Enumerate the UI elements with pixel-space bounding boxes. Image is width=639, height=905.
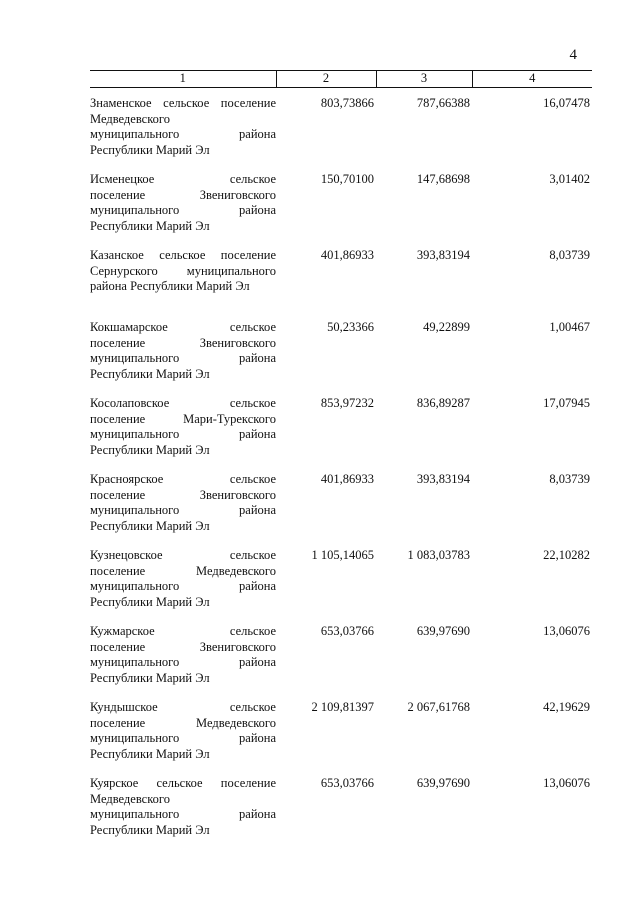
settlement-name-cell: [90, 320, 276, 396]
value-cell-col2: 150,70100: [320, 172, 374, 186]
settlement-name-line: Республики Марий Эл: [90, 442, 210, 457]
value-cell-col4: 22,10282: [543, 548, 590, 562]
settlement-name-line: Республики Марий Эл: [90, 366, 210, 381]
settlement-name-cell: [90, 88, 276, 173]
settlement-name-line: муниципального района: [90, 807, 276, 821]
value-cell-col4: 16,07478: [543, 96, 590, 110]
table-row: [90, 700, 592, 776]
settlement-name-cell: [90, 248, 276, 320]
settlement-name-line: Кокшамарское сельское: [90, 320, 276, 334]
value-cell-col2: 653,03766: [320, 776, 374, 790]
settlement-name-line: Республики Марий Эл: [90, 594, 210, 609]
settlement-name-line: Красноярское сельское: [90, 472, 276, 486]
table-header: [90, 71, 592, 88]
settlement-name-cell: [90, 172, 276, 248]
settlement-name-line: поселение Звениговского: [90, 487, 276, 502]
value-cell-col2: 401,86933: [320, 248, 374, 262]
settlement-name-line: Медведевского: [90, 791, 170, 806]
settlement-name-cell: [90, 776, 276, 852]
value-cell-col4: 17,07945: [543, 396, 590, 410]
settlement-name-line: поселение Звениговского: [90, 639, 276, 654]
table-row: [90, 624, 592, 700]
value-cell-col4: 3,01402: [549, 172, 590, 186]
value-cell-col3: 639,97690: [416, 776, 470, 790]
settlement-name-line: Кузнецовское сельское: [90, 548, 276, 562]
value-cell-col3: 639,97690: [416, 624, 470, 638]
value-cell-col2: 803,73866: [320, 96, 374, 110]
header-col-3: 3: [376, 71, 472, 88]
table-row: [90, 776, 592, 852]
value-cell-col4: 13,06076: [543, 776, 590, 790]
value-cell-col2: 853,97232: [320, 396, 374, 410]
value-cell-col3: 393,83194: [416, 472, 470, 486]
header-row: [90, 71, 592, 88]
settlement-name-line: муниципального района: [90, 579, 276, 593]
settlement-name-line: Республики Марий Эл: [90, 746, 210, 761]
table-row: [90, 172, 592, 248]
settlement-name-line: Медведевского: [90, 111, 170, 126]
settlement-name-line: района Республики Марий Эл: [90, 279, 250, 293]
settlement-name-line: муниципального района: [90, 203, 276, 217]
table-body: [90, 88, 592, 853]
settlement-name-line: Республики Марий Эл: [90, 822, 210, 837]
value-cell-col4: 1,00467: [549, 320, 590, 334]
value-cell-col3: 147,68698: [416, 172, 470, 186]
table-row: [90, 88, 592, 173]
settlement-name-line: Исменецкое сельское: [90, 172, 276, 186]
settlement-name-line: муниципального района: [90, 427, 276, 441]
settlement-name-cell: [90, 396, 276, 472]
header-col-4: 4: [472, 71, 592, 88]
value-cell-col3: 393,83194: [416, 248, 470, 262]
settlement-name-line: муниципального района: [90, 127, 276, 141]
settlement-name-line: Республики Марий Эл: [90, 670, 210, 685]
settlement-name-line: поселение Медведевского: [90, 563, 276, 578]
header-col-1: 1: [90, 71, 276, 88]
value-cell-col3: 787,66388: [416, 96, 470, 110]
table-row: [90, 472, 592, 548]
page-number: 4: [569, 47, 577, 63]
settlement-name-cell: [90, 700, 276, 776]
settlement-name-line: поселение Звениговского: [90, 187, 276, 202]
settlement-name-line: муниципального района: [90, 655, 276, 669]
value-cell-col3: 836,89287: [416, 396, 470, 410]
settlement-name-line: Казанское сельское поселение: [90, 248, 276, 262]
value-cell-col4: 13,06076: [543, 624, 590, 638]
settlement-name-line: Сернурского муниципального: [90, 263, 276, 278]
table-row: [90, 320, 592, 396]
value-cell-col4: 8,03739: [549, 472, 590, 486]
value-cell-col2: 50,23366: [327, 320, 374, 334]
value-cell-col3: 1 083,03783: [407, 548, 470, 562]
value-cell-col3: 2 067,61768: [407, 700, 470, 714]
value-cell-col2: 401,86933: [320, 472, 374, 486]
settlement-name-line: Кундышское сельское: [90, 700, 276, 714]
settlement-name-cell: [90, 548, 276, 624]
value-cell-col2: 653,03766: [320, 624, 374, 638]
table-row: [90, 248, 592, 320]
value-cell-col2: 1 105,14065: [311, 548, 374, 562]
table-row: [90, 548, 592, 624]
data-table: [90, 70, 592, 852]
settlement-name-cell: [90, 472, 276, 548]
settlement-name-line: муниципального района: [90, 351, 276, 365]
settlement-name-line: поселение Звениговского: [90, 335, 276, 350]
settlement-name-line: Республики Марий Эл: [90, 218, 210, 233]
settlement-name-cell: [90, 624, 276, 700]
header-col-2: 2: [276, 71, 376, 88]
value-cell-col4: 42,19629: [543, 700, 590, 714]
table-row: [90, 396, 592, 472]
settlement-name-line: Куярское сельское поселение: [90, 776, 276, 790]
value-cell-col3: 49,22899: [423, 320, 470, 334]
settlement-name-line: Косолаповское сельское: [90, 396, 276, 410]
settlement-name-line: Республики Марий Эл: [90, 142, 210, 157]
settlement-name-line: поселение Медведевского: [90, 715, 276, 730]
settlement-name-line: Кужмарское сельское: [90, 624, 276, 638]
settlement-name-line: Знаменское сельское поселение: [90, 96, 276, 110]
settlement-name-line: муниципального района: [90, 503, 276, 517]
value-cell-col4: 8,03739: [549, 248, 590, 262]
settlement-name-line: поселение Мари-Турекского: [90, 411, 276, 426]
settlement-name-line: Республики Марий Эл: [90, 518, 210, 533]
settlement-name-line: муниципального района: [90, 731, 276, 745]
value-cell-col2: 2 109,81397: [311, 700, 374, 714]
